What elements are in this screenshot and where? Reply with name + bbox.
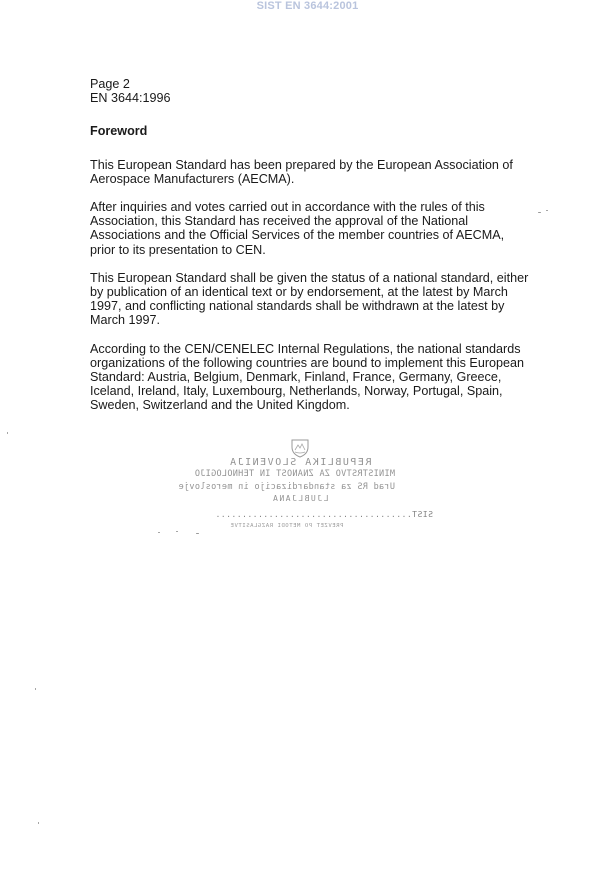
scan-speck — [196, 533, 199, 534]
scan-speck — [35, 688, 36, 690]
stamp-line-office: Urad RS za standardizacijo in meroslovje — [178, 482, 395, 492]
scan-speck — [176, 531, 178, 532]
scan-speck — [546, 210, 548, 211]
stamp-dotted-line: SIST..................................... — [215, 510, 433, 519]
stamp-footer-line: PREVZET PO METODI RAZGLASITVE — [230, 523, 344, 529]
page-number: Page 2 — [90, 77, 130, 91]
paragraph-countries: According to the CEN/CENELEC Internal Regulations, the national standards organizations of the following countries are bound to implement this European Standard: Austria, Belgium, Denmark, Finland, France, Germany, Greece, Iceland, Ireland, Italy, Luxembourg, Netherlands, Norway, Portugal, Spain, Sweden, Switzerland and the United Kingdom. — [90, 341, 525, 413]
standard-id: EN 3644:1996 — [90, 91, 171, 106]
scan-speck — [538, 212, 541, 213]
stamp-line-republic: REPUBLIKA SLOVENIJA — [228, 457, 372, 468]
document-watermark: SIST EN 3644:2001 — [256, 0, 359, 12]
foreword-heading: Foreword — [90, 124, 148, 139]
stamp-line-ministry: MINISTRSTVO ZA ZNANOST IN TEHNOLOGIJO — [194, 469, 395, 479]
paragraph-status: This European Standard shall be given the status of a national standard, either by publication of an identical text or by endorsement, at the latest by March 1997, and conflicting national standards shall be withdrawn at the latest by March 1997. — [90, 270, 529, 328]
coat-of-arms-icon — [289, 438, 311, 458]
scan-speck — [38, 822, 39, 824]
scan-speck — [7, 432, 8, 434]
scan-speck — [158, 532, 160, 533]
paragraph-prepared-by: This European Standard has been prepared by the European Association of Aerospace Manufacturers (AECMA). — [90, 157, 513, 186]
document-page — [90, 77, 530, 427]
official-stamp — [178, 438, 433, 538]
paragraph-approval: After inquiries and votes carried out in accordance with the rules of this Association, this Standard has received the approval of the National Associations and the Official Services of the member countries of AECMA, prior to its presentation to CEN. — [90, 200, 505, 257]
stamp-line-city: LJUBLJANA — [271, 494, 329, 503]
